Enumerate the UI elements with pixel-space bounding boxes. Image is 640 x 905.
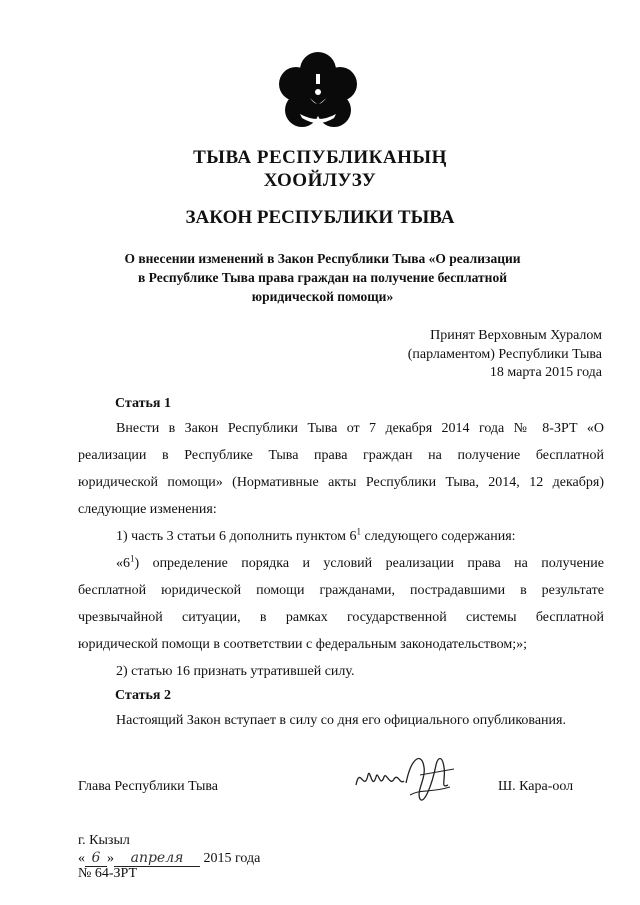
quote-line: бесплатной юридической помощи гражданами, пострадавшими в результате bbox=[78, 583, 604, 598]
quote-line bbox=[78, 550, 604, 577]
paragraph-line: юридической помощи» (Нормативные акты Республики Тыва, 2014, 12 декабря) bbox=[78, 475, 604, 490]
superscript: 1 bbox=[130, 553, 135, 564]
paragraph-line: реализации в Республике Тыва права граждан на получение бесплатной bbox=[78, 448, 604, 463]
subtitle-line: О внесении изменений в Закон Республики Тыва «О реализации bbox=[124, 251, 521, 266]
quote-text: «6 bbox=[116, 556, 130, 571]
adoption-line: Принят Верховным Хуралом bbox=[430, 328, 602, 343]
date-year: 2015 года bbox=[203, 851, 261, 866]
signing-date bbox=[78, 850, 260, 867]
quote-text: ) определение порядка и условий реализации права на получение bbox=[134, 556, 604, 571]
paragraph-line: следующие изменения: bbox=[78, 502, 217, 517]
date-month: апреля bbox=[114, 850, 200, 867]
article-1-heading: Статья 1 bbox=[115, 396, 171, 411]
date-day: 6 bbox=[85, 850, 107, 867]
article-2-heading: Статья 2 bbox=[115, 688, 171, 703]
paragraph-line: Внести в Закон Республики Тыва от 7 декабря 2014 года № 8-ЗРТ «О bbox=[116, 421, 604, 436]
handwritten-signature bbox=[350, 745, 470, 805]
law-number: № 64-ЗРТ bbox=[78, 866, 138, 881]
quote-line: юридической помощи в соответствии с федеральным законодательством;»; bbox=[78, 637, 527, 652]
subtitle-line: юридической помощи» bbox=[251, 289, 394, 304]
paragraph-line: Настоящий Закон вступает в силу со дня его официального опубликования. bbox=[116, 713, 566, 728]
signatory-name: Ш. Кара-оол bbox=[498, 779, 574, 794]
superscript: 1 bbox=[356, 526, 362, 537]
adoption-line: 18 марта 2015 года bbox=[489, 365, 602, 380]
city-label: г. Кызыл bbox=[78, 833, 130, 848]
law-title: ЗАКОН РЕСПУБЛИКИ ТЫВА bbox=[185, 207, 455, 228]
coat-of-arms-emblem bbox=[270, 48, 366, 136]
law-subtitle bbox=[100, 249, 545, 306]
item-text: 1) часть 3 статьи 6 дополнить пунктом 6 bbox=[116, 529, 357, 544]
date-quote-open: « bbox=[78, 851, 85, 866]
title-tyvan-line2: ХООЙЛУЗУ bbox=[263, 170, 377, 191]
subtitle-line: в Республике Тыва права граждан на получение бесплатной bbox=[138, 270, 507, 285]
article-1-body bbox=[78, 415, 604, 685]
amendment-item-1 bbox=[78, 523, 604, 550]
adoption-line: (парламентом) Республики Тыва bbox=[407, 346, 602, 362]
quote-line: чрезвычайной ситуации, в рамках государственной системы бесплатной bbox=[78, 610, 604, 625]
article-2-body bbox=[78, 707, 604, 734]
title-tyvan-line1: ТЫВА РЕСПУБЛИКАНЫҢ bbox=[193, 147, 447, 168]
adoption-note bbox=[408, 327, 602, 383]
item-text: следующего содержания: bbox=[361, 529, 516, 544]
signatory-position: Глава Республики Тыва bbox=[78, 779, 219, 794]
date-quote-close: » bbox=[107, 851, 114, 866]
amendment-item-2: 2) статью 16 признать утратившей силу. bbox=[116, 664, 355, 679]
